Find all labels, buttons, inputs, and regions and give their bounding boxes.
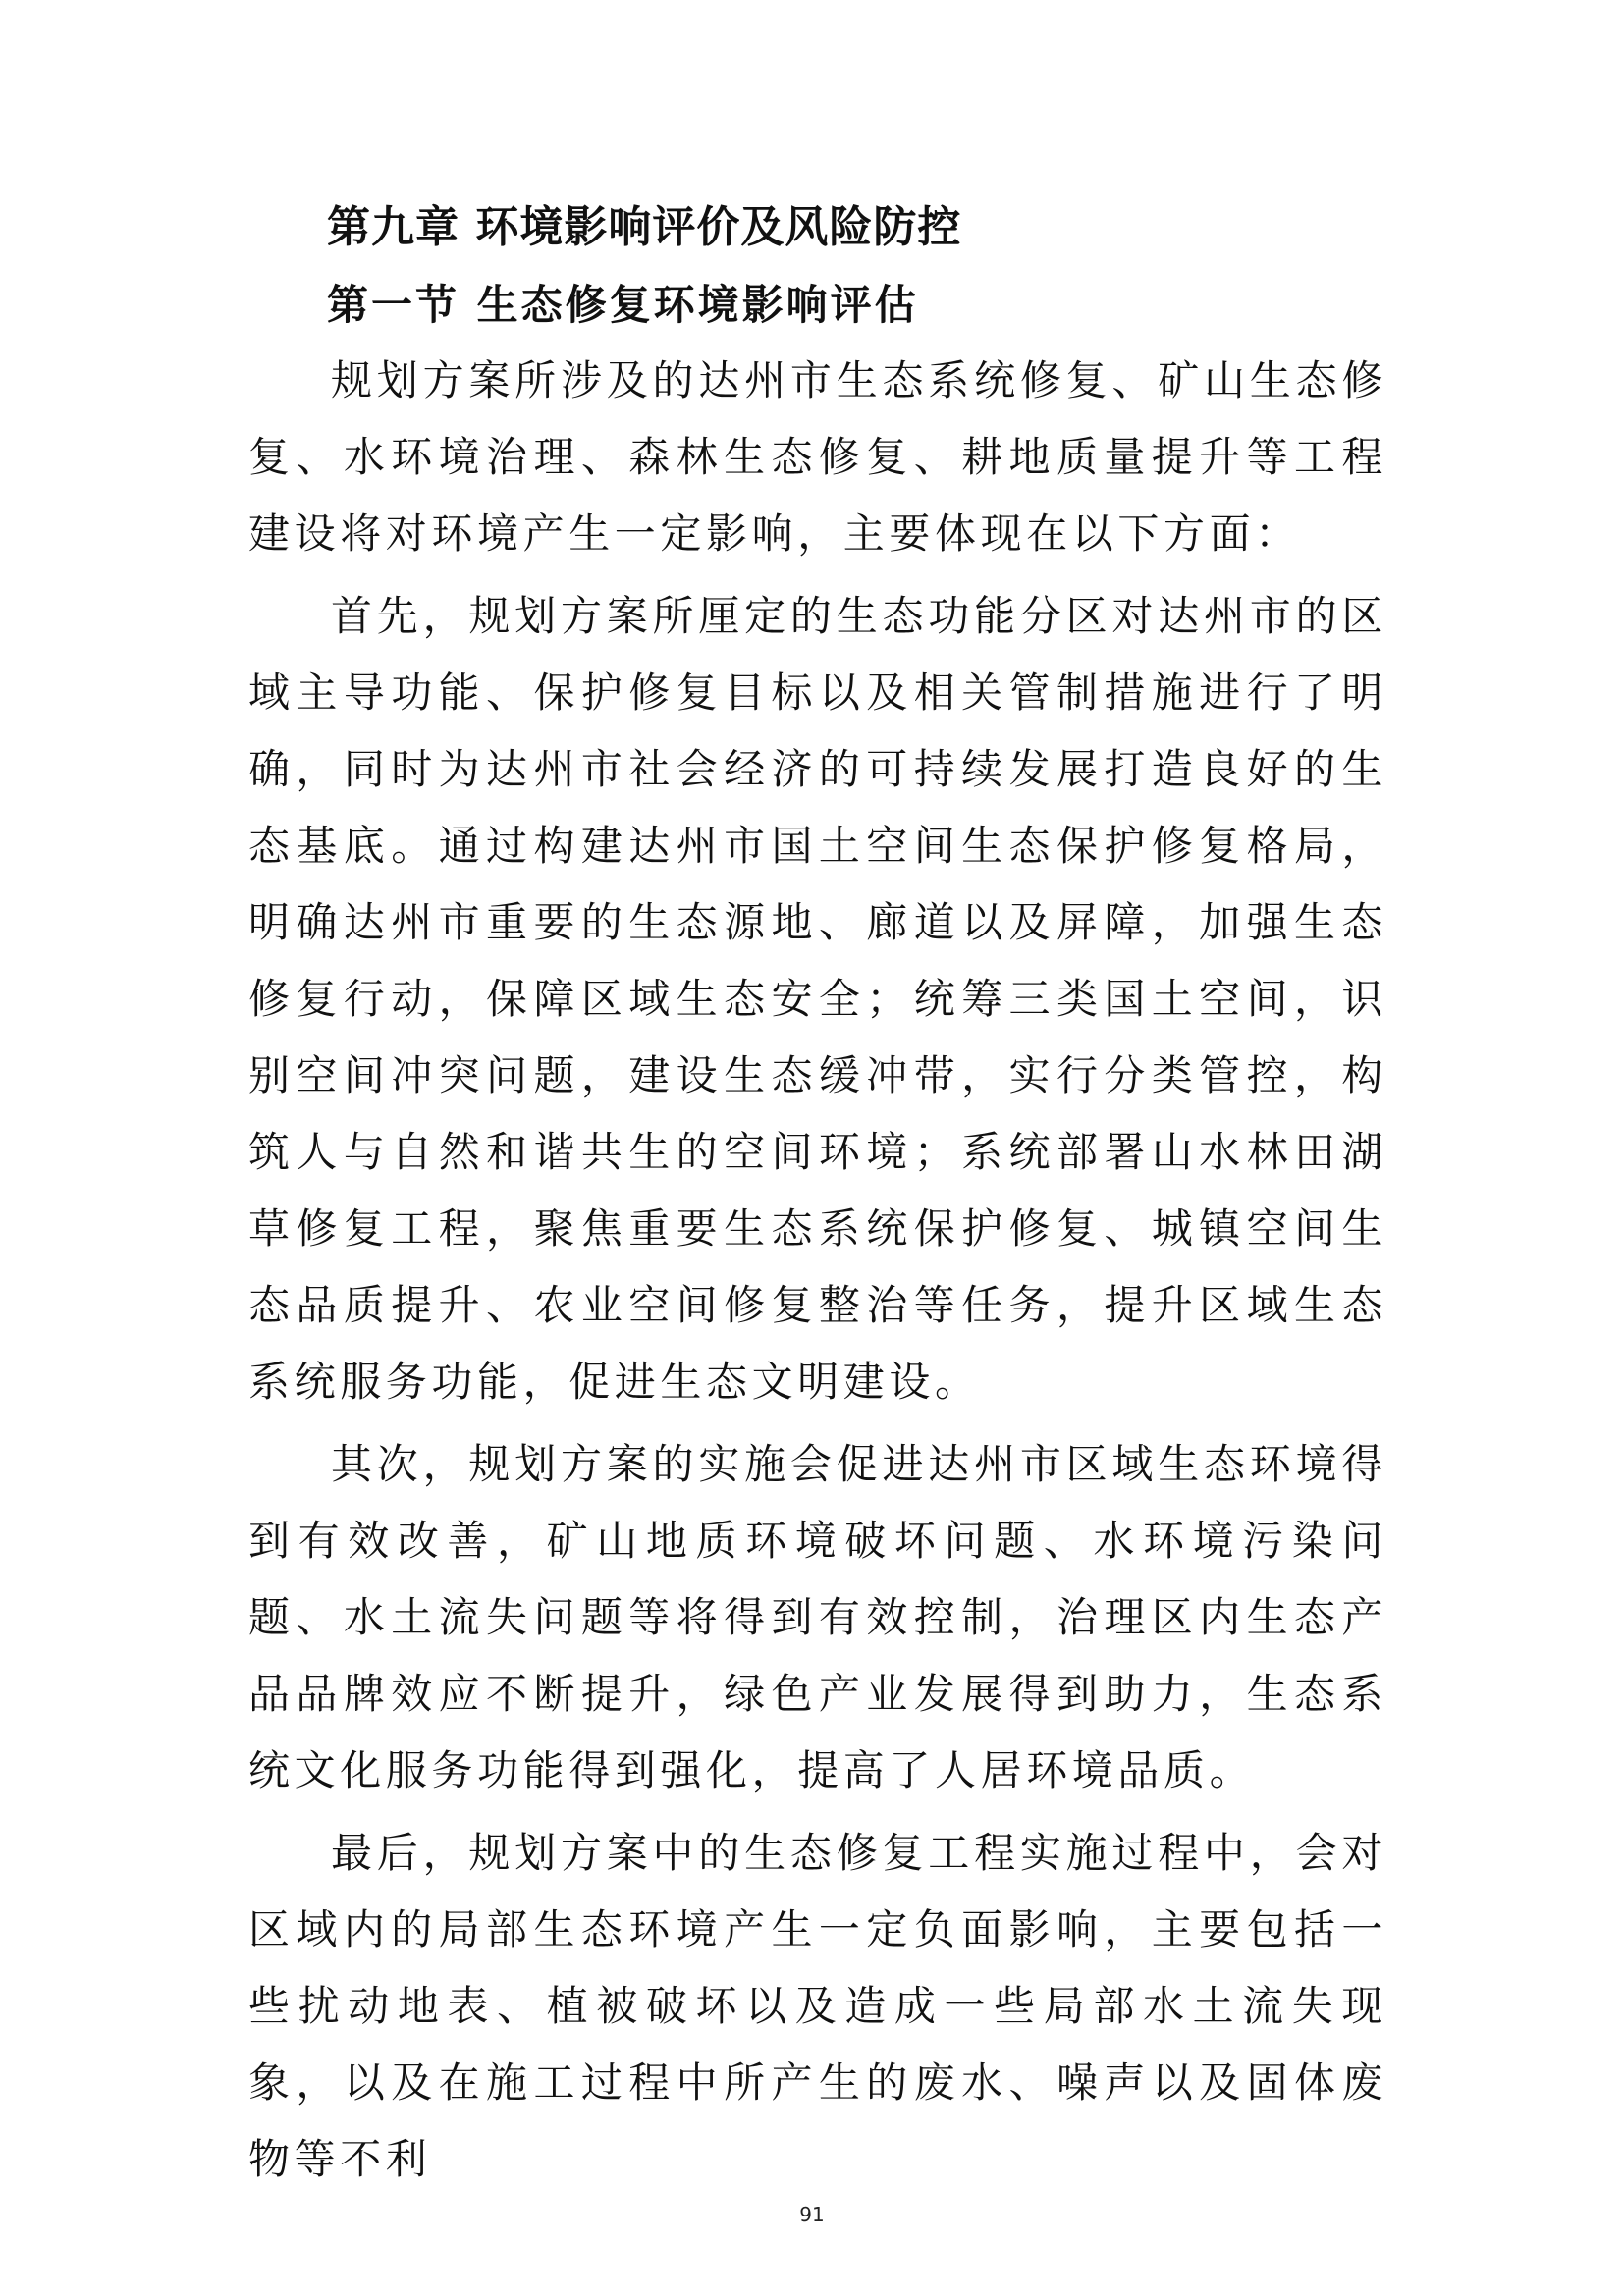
- paragraph-first: 首先，规划方案所厘定的生态功能分区对达州市的区域主导功能、保护修复目标以及相关管制措施进行了明确，同时为达州市社会经济的可持续发展打造良好的生态基底。通过构建达州市国土空间生态保护修复格局，明确达州市重要的生态源地、廊道以及屏障，加强生态修复行动，保障区域生态安全；统筹三类国土空间，识别空间冲突问题，建设生态缓冲带，实行分类管控，构筑人与自然和谐共生的空间环境；系统部署山水林田湖草修复工程，聚焦重要生态系统保护修复、城镇空间生态品质提升、农业空间修复整治等任务，提升区域生态系统服务功能，促进生态文明建设。: [248, 592, 1387, 1406]
- page-content: [248, 191, 1387, 2198]
- paragraph-last: 最后，规划方案中的生态修复工程实施过程中，会对区域内的局部生态环境产生一定负面影响，主要包括一些扰动地表、植被破坏以及造成一些局部水土流失现象，以及在施工过程中所产生的废水、噪声以及固体废物等不利: [248, 1829, 1387, 2183]
- paragraph-intro: 规划方案所涉及的达州市生态系统修复、矿山生态修复、水环境治理、森林生态修复、耕地质量提升等工程建设将对环境产生一定影响，主要体现在以下方面：: [248, 356, 1387, 558]
- page-number: 91: [799, 2203, 825, 2226]
- section-title: 第一节 生态修复环境影响评估: [327, 281, 919, 329]
- paragraph-second: 其次，规划方案的实施会促进达州市区域生态环境得到有效改善，矿山地质环境破坏问题、水环境污染问题、水土流失问题等将得到有效控制，治理区内生态产品品牌效应不断提升，绿色产业发展得到助力，生态系统文化服务功能得到强化，提高了人居环境品质。: [248, 1440, 1387, 1794]
- chapter-title: 第九章 环境影响评价及风险防控: [327, 202, 962, 252]
